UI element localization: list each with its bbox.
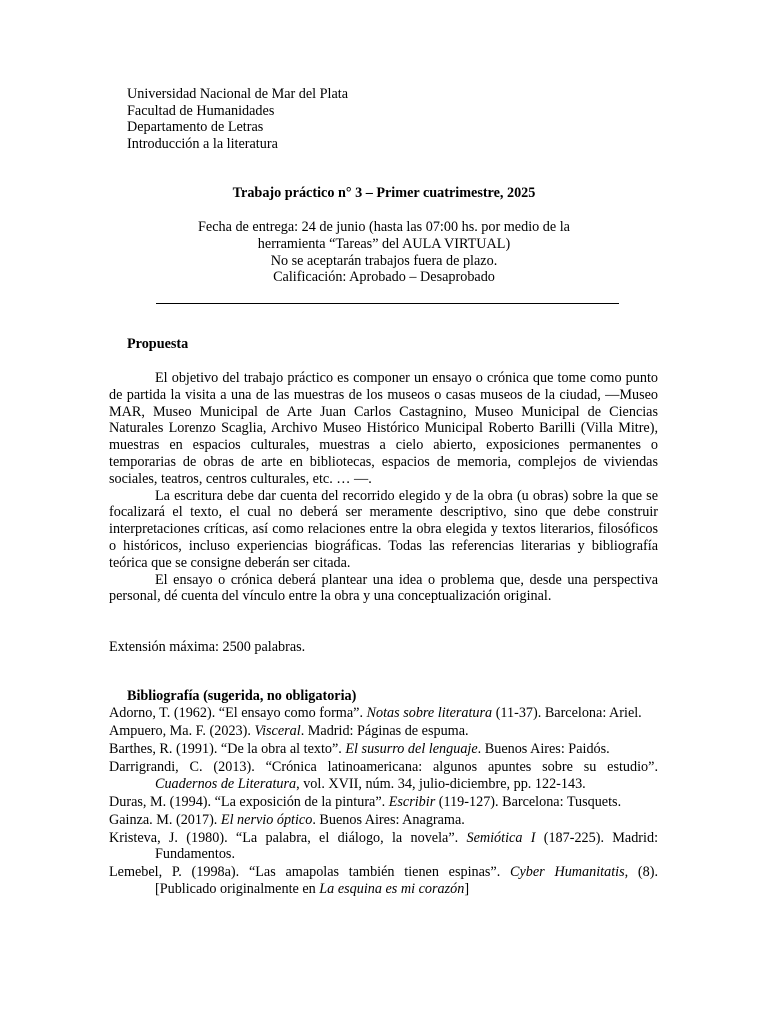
assignment-title: Trabajo práctico n° 3 – Primer cuatrimestre, 2025 (232, 185, 536, 201)
bibliography-entry: Barthes, R. (1991). “De la obra al texto”. El susurro del lenguaje. Buenos Aires: Paidós. (109, 740, 610, 757)
grading-scheme: Calificación: Aprobado – Desaprobado (273, 269, 495, 286)
faculty-name: Facultad de Humanidades (127, 102, 275, 119)
proposal-body (109, 370, 658, 605)
due-date-line-2: herramienta “Tareas” del AULA VIRTUAL) (257, 235, 511, 252)
bibliography-entry: Duras, M. (1994). “La exposición de la pintura”. Escribir (119-127). Barcelona: Tusquets. (109, 793, 622, 810)
proposal-paragraph: La escritura debe dar cuenta del recorrido elegido y de la obra (u obras) sobre la que se focalizará el texto, el cual no deberá ser meramente descriptivo, sino que debe construir interpretaciones críticas, así como relaciones entre la obra elegida y textos literarios, filosóficos o históricos, incluso experiencias biográficas. Todas las referencias literarias y bibliografía teórica que se consigne deberán ser citada. (109, 487, 658, 571)
proposal-paragraph: El ensayo o crónica deberá plantear una idea o problema que, desde una perspectiva personal, dé cuenta del vínculo entre la obra y una conceptualización original. (109, 571, 658, 605)
horizontal-divider (156, 303, 619, 304)
bibliography-entry: Adorno, T. (1962). “El ensayo como forma”. Notas sobre literatura (11-37). Barcelona: Ariel. (109, 705, 642, 721)
proposal-paragraph: El objetivo del trabajo práctico es componer un ensayo o crónica que tome como punto de partida la visita a una de las muestras de los museos o casas museos de la ciudad, —Museo MAR, Museo Municipal de Arte Juan Carlos Castagnino, Museo Municipal de Ciencias Naturales Lorenzo Scaglia, Archivo Museo Histórico Municipal Roberto Barilli (Villa Mitre), muestras en espacios culturales, muestras a cielo abierto, exposiciones permanentes o temporarias de obras de arte en bibliotecas, espacios de memoria, complejos de viviendas sociales, teatros, centros culturales, etc. … —. (109, 370, 658, 487)
max-length-note: Extensión máxima: 2500 palabras. (109, 639, 306, 655)
course-name: Introducción a la literatura (127, 136, 278, 153)
bibliography-heading: Bibliografía (sugerida, no obligatoria) (127, 688, 357, 704)
due-date-line-1: Fecha de entrega: 24 de junio (hasta las 07:00 hs. por medio de la (198, 219, 570, 235)
bibliography-entry: Darrigrandi, C. (2013). “Crónica latinoamericana: algunos apuntes sobre su estudio”. Cuadernos de Literatura, vol. XVII, núm. 34, julio-diciembre, pp. 122-143. (109, 758, 658, 792)
university-name: Universidad Nacional de Mar del Plata (127, 86, 349, 102)
bibliography-entry: Gainza. M. (2017). El nervio óptico. Buenos Aires: Anagrama. (109, 811, 465, 828)
proposal-heading: Propuesta (127, 336, 189, 352)
bibliography-entry: Kristeva, J. (1980). “La palabra, el diálogo, la novela”. Semiótica I (187-225). Madrid: Fundamentos. (109, 829, 659, 863)
institution-header (127, 86, 348, 153)
bibliography-list (109, 705, 658, 899)
late-policy: No se aceptarán trabajos fuera de plazo. (270, 252, 498, 269)
bibliography-entry: Ampuero, Ma. F. (2023). Visceral. Madrid: Páginas de espuma. (109, 722, 469, 739)
department-name: Departamento de Letras (127, 119, 264, 136)
bibliography-entry: Lemebel, P. (1998a). “Las amapolas también tienen espinas”. Cyber Humanitatis, (8). [Publicado originalmente en La esquina es mi corazón] (109, 864, 658, 897)
submission-info (0, 219, 768, 286)
